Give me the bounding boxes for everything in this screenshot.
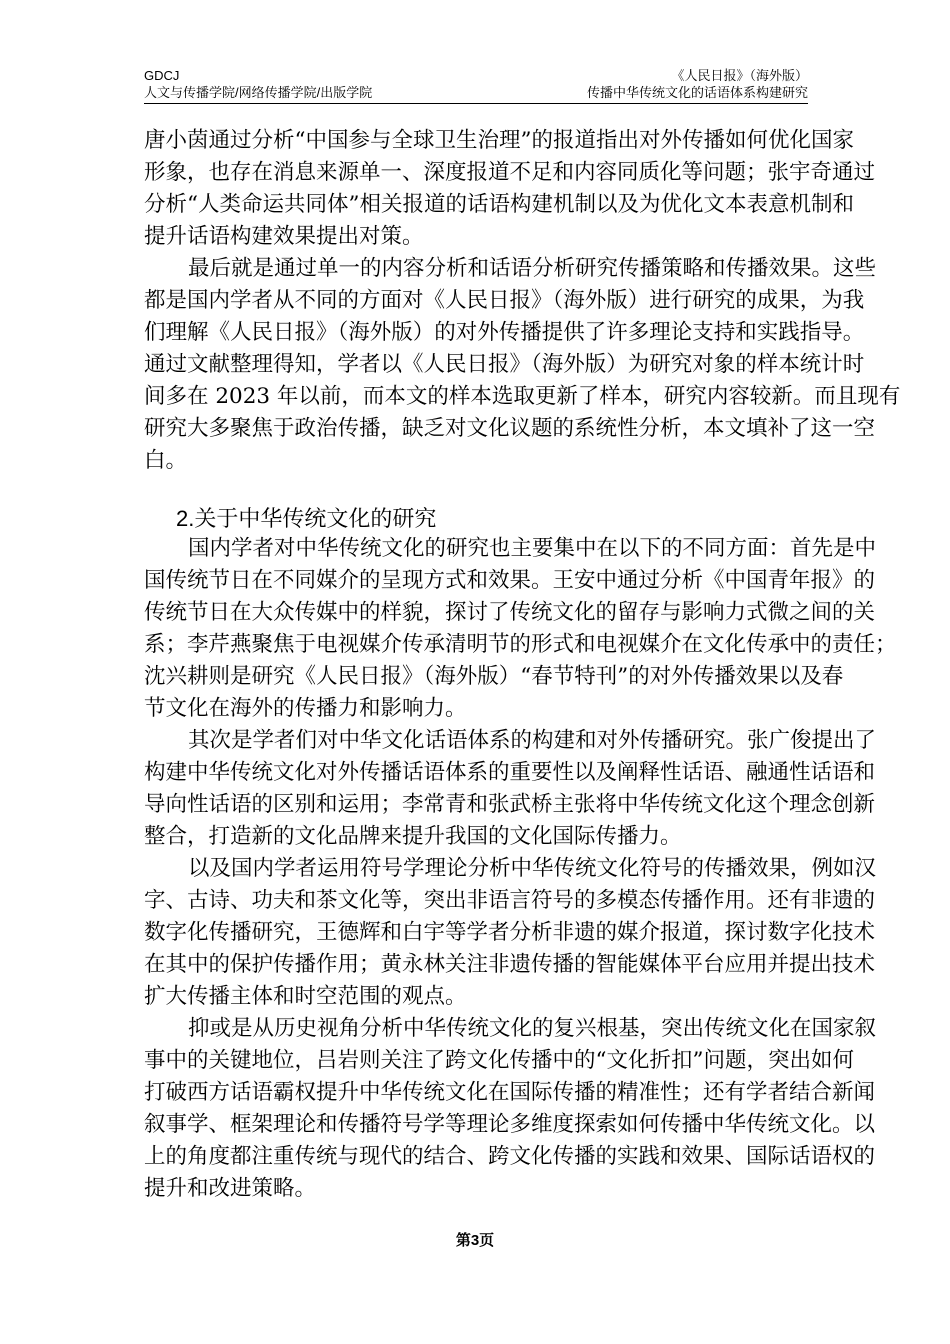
text-line: 白。 bbox=[144, 448, 188, 473]
text-line: 研究大多聚焦于政治传播，缺乏对文化议题的系统性分析，本文填补了这一空 bbox=[144, 416, 876, 441]
text-line: 上的角度都注重传统与现代的结合、跨文化传播的实践和效果、国际话语权的 bbox=[144, 1144, 876, 1169]
text-line: 打破西方话语霸权提升中华传统文化在国际传播的精准性；还有学者结合新闻 bbox=[144, 1080, 876, 1105]
text-line: 形象，也存在消息来源单一、深度报道不足和内容同质化等问题；张宇奇通过 bbox=[144, 160, 876, 185]
text-line: 分析“人类命运共同体”相关报道的话语构建机制以及为优化文本表意机制和 bbox=[144, 192, 854, 217]
header-left-top: GDCJ bbox=[144, 68, 180, 83]
text-line: 抑或是从历史视角分析中华传统文化的复兴根基，突出传统文化在国家叙 bbox=[188, 1016, 877, 1041]
paragraph bbox=[144, 853, 877, 1013]
text-line: 系；李芹燕聚焦于电视媒介传承清明节的形式和电视媒介在文化传承中的责任； bbox=[144, 632, 897, 657]
header-right-bottom: 传播中华传统文化的话语体系构建研究 bbox=[586, 85, 808, 100]
text-line: 传统节日在大众传媒中的样貌，探讨了传统文化的留存与影响力式微之间的关 bbox=[144, 600, 876, 625]
text-line: 扩大传播主体和时空范围的观点。 bbox=[144, 984, 467, 1009]
header-rule bbox=[144, 103, 808, 104]
page-header bbox=[144, 67, 808, 101]
text-line: 沈兴耕则是研究《人民日报》（海外版）“春节特刊”的对外传播效果以及春 bbox=[144, 664, 844, 689]
header-right-top: 《人民日报》（海外版） bbox=[671, 68, 808, 83]
text-line: 唐小茵通过分析“中国参与全球卫生治理”的报道指出对外传播如何优化国家 bbox=[144, 128, 854, 153]
text-line: 数字化传播研究，王德辉和白宇等学者分析非遗的媒介报道，探讨数字化技术 bbox=[144, 920, 876, 945]
text-line: 们理解《人民日报》（海外版）的对外传播提供了许多理论支持和实践指导。 bbox=[144, 320, 865, 345]
text-line: 事中的关键地位，吕岩则关注了跨文化传播中的“文化折扣”问题，突出如何 bbox=[144, 1048, 854, 1073]
text-line: 国内学者对中华传统文化的研究也主要集中在以下的不同方面：首先是中 bbox=[188, 536, 877, 561]
text-line: 通过文献整理得知，学者以《人民日报》（海外版）为研究对象的样本统计时 bbox=[144, 352, 865, 377]
text-line: 节文化在海外的传播力和影响力。 bbox=[144, 696, 467, 721]
page-number: 第3页 bbox=[455, 1232, 495, 1249]
text-line: 以及国内学者运用符号学理论分析中华传统文化符号的传播效果，例如汉 bbox=[188, 856, 877, 881]
header-left-bottom: 人文与传播学院/网络传播学院/出版学院 bbox=[144, 85, 373, 100]
text-line: 最后就是通过单一的内容分析和话语分析研究传播策略和传播效果。这些 bbox=[188, 256, 877, 281]
text-line: 都是国内学者从不同的方面对《人民日报》（海外版）进行研究的成果，为我 bbox=[144, 288, 865, 313]
text-line: 构建中华传统文化对外传播话语体系的重要性以及阐释性话语、融通性话语和 bbox=[144, 760, 876, 785]
text-line: 字、古诗、功夫和茶文化等，突出非语言符号的多模态传播作用。还有非遗的 bbox=[144, 888, 876, 913]
text-line: 叙事学、框架理论和传播符号学等理论多维度探索如何传播中华传统文化。以 bbox=[144, 1112, 876, 1137]
paragraph bbox=[144, 253, 901, 477]
paragraph bbox=[144, 725, 877, 853]
text-line: 在其中的保护传播作用；黄永林关注非遗传播的智能媒体平台应用并提出技术 bbox=[144, 952, 876, 977]
paragraph bbox=[144, 533, 897, 725]
text-line: 提升和改进策略。 bbox=[144, 1176, 317, 1201]
document-body bbox=[144, 125, 901, 1205]
text-line: 国传统节日在不同媒介的呈现方式和效果。王安中通过分析《中国青年报》的 bbox=[144, 568, 876, 593]
section-heading: 2.关于中华传统文化的研究 bbox=[176, 506, 437, 531]
text-line: 间多在 2023 年以前，而本文的样本选取更新了样本，研究内容较新。而且现有 bbox=[144, 384, 901, 409]
text-line: 导向性话语的区别和运用；李常青和张武桥主张将中华传统文化这个理念创新 bbox=[144, 792, 876, 817]
text-line: 整合，打造新的文化品牌来提升我国的文化国际传播力。 bbox=[144, 824, 682, 849]
paragraph bbox=[144, 125, 876, 253]
paragraph bbox=[144, 1013, 877, 1205]
text-line: 提升话语构建效果提出对策。 bbox=[144, 224, 424, 249]
text-line: 其次是学者们对中华文化话语体系的构建和对外传播研究。张广俊提出了 bbox=[188, 728, 877, 753]
